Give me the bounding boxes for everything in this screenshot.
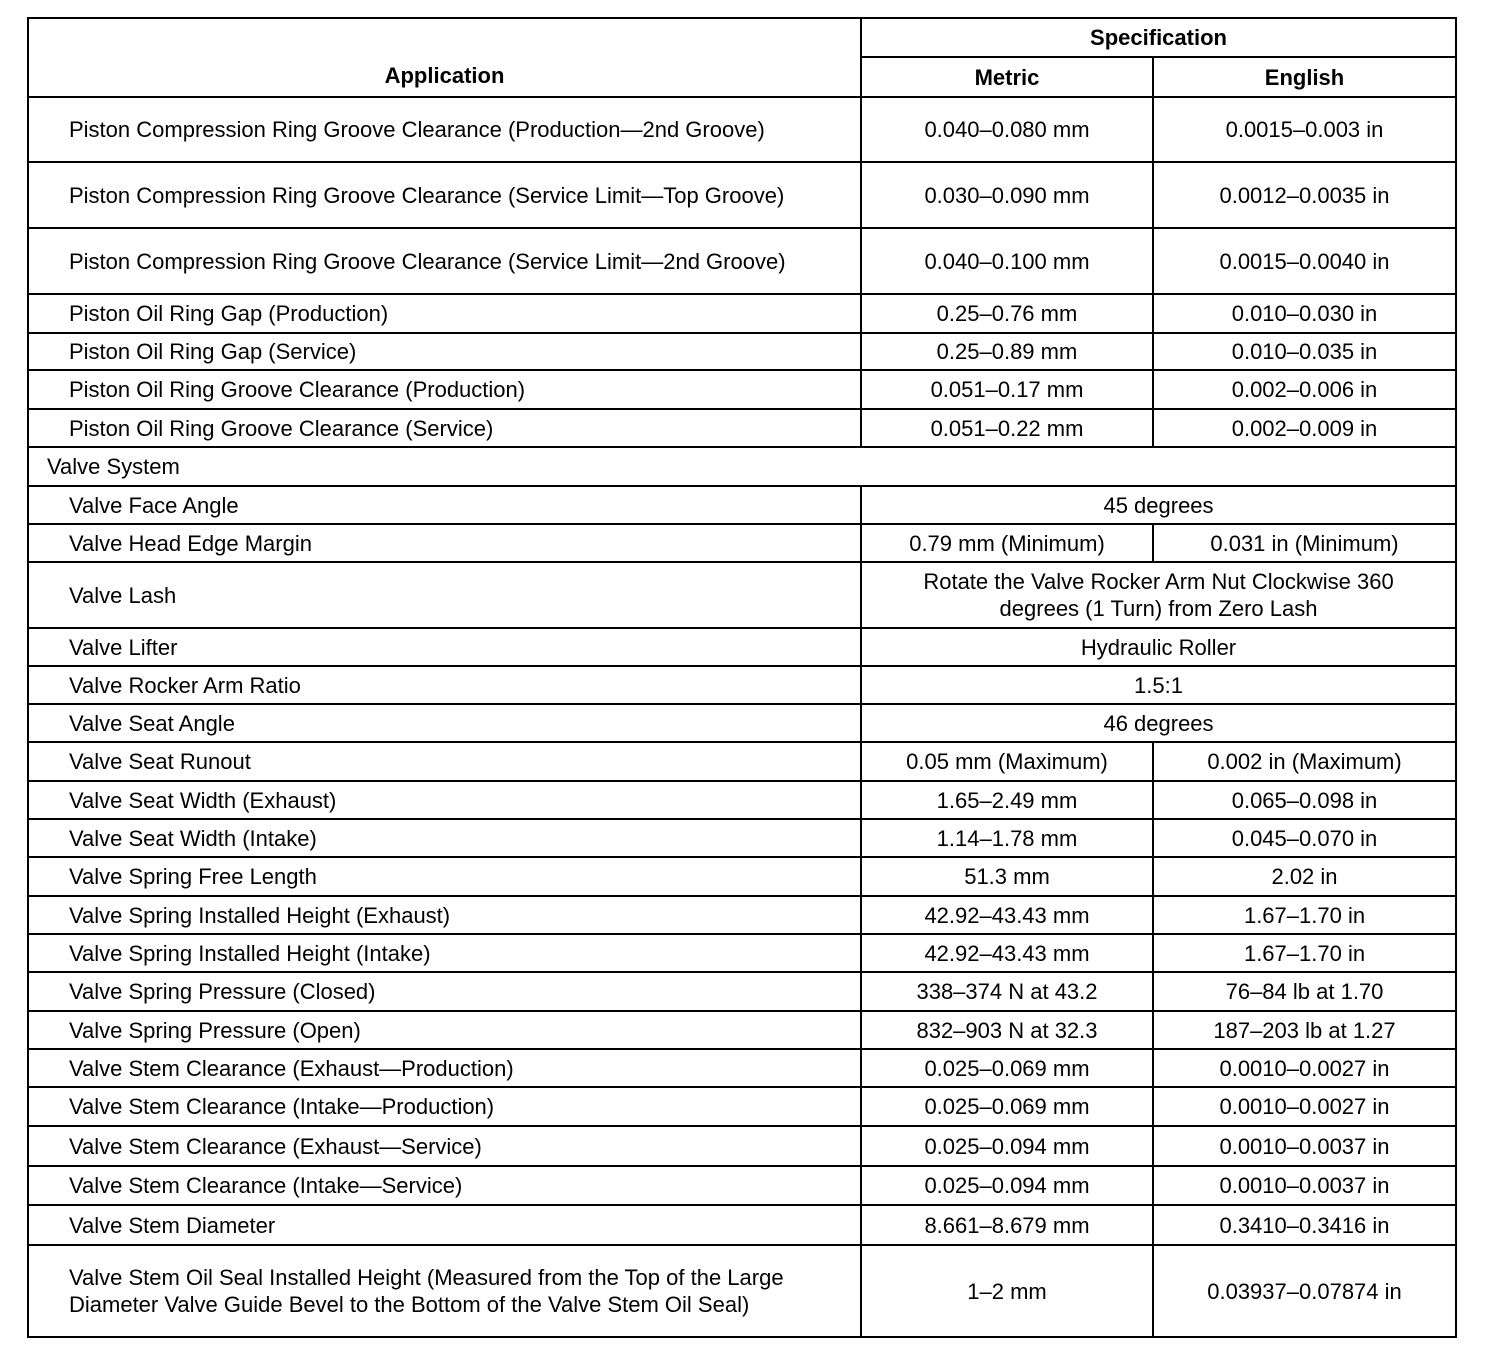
table-row: [28, 666, 1456, 704]
specification-header: Specification: [861, 18, 1456, 57]
metric-cell: 0.25–0.76 mm: [861, 294, 1153, 333]
application-cell: Valve Lifter: [28, 628, 861, 666]
english-cell: 1.67–1.70 in: [1153, 896, 1456, 934]
spec-cell: 45 degrees: [861, 486, 1456, 524]
table-row: [28, 562, 1456, 628]
metric-cell: 8.661–8.679 mm: [861, 1205, 1153, 1245]
metric-cell: 0.040–0.080 mm: [861, 97, 1153, 162]
table-row: [28, 896, 1456, 934]
table-row: [28, 1049, 1456, 1087]
application-cell: Valve Face Angle: [28, 486, 861, 524]
table-row: [28, 1205, 1456, 1245]
specification-table: [27, 17, 1457, 1338]
table-row: [28, 972, 1456, 1011]
table-row: [28, 819, 1456, 857]
spec-cell: Rotate the Valve Rocker Arm Nut Clockwise 360 degrees (1 Turn) from Zero Lash: [861, 562, 1456, 628]
application-cell: Valve Spring Pressure (Open): [28, 1011, 861, 1049]
english-cell: 0.0010–0.0027 in: [1153, 1087, 1456, 1126]
english-cell: 76–84 lb at 1.70: [1153, 972, 1456, 1011]
application-cell: Valve Stem Clearance (Intake—Production): [28, 1087, 861, 1126]
english-cell: 0.3410–0.3416 in: [1153, 1205, 1456, 1245]
english-cell: 0.002–0.009 in: [1153, 409, 1456, 447]
english-cell: 0.0012–0.0035 in: [1153, 162, 1456, 228]
metric-header: Metric: [861, 57, 1153, 97]
table-row: [28, 409, 1456, 447]
metric-cell: 0.025–0.094 mm: [861, 1126, 1153, 1166]
section-title: Valve System: [28, 447, 1456, 486]
application-cell: Piston Oil Ring Gap (Production): [28, 294, 861, 333]
table-row: [28, 1087, 1456, 1126]
application-cell: Valve Seat Width (Intake): [28, 819, 861, 857]
metric-cell: 0.79 mm (Minimum): [861, 524, 1153, 562]
application-cell: Piston Oil Ring Groove Clearance (Service): [28, 409, 861, 447]
table-row: [28, 934, 1456, 972]
english-cell: 0.045–0.070 in: [1153, 819, 1456, 857]
english-cell: 0.031 in (Minimum): [1153, 524, 1456, 562]
metric-cell: 0.25–0.89 mm: [861, 333, 1153, 370]
application-cell: Valve Stem Clearance (Exhaust—Service): [28, 1126, 861, 1166]
table-row: [28, 486, 1456, 524]
application-cell: Piston Oil Ring Gap (Service): [28, 333, 861, 370]
english-cell: 0.002–0.006 in: [1153, 370, 1456, 409]
application-cell: Valve Rocker Arm Ratio: [28, 666, 861, 704]
metric-cell: 0.025–0.069 mm: [861, 1049, 1153, 1087]
metric-cell: 1.65–2.49 mm: [861, 781, 1153, 819]
application-cell: Valve Stem Diameter: [28, 1205, 861, 1245]
application-cell: Valve Spring Free Length: [28, 857, 861, 896]
metric-cell: 0.051–0.22 mm: [861, 409, 1153, 447]
table-row: [28, 294, 1456, 333]
application-cell: Piston Compression Ring Groove Clearance (Service Limit—2nd Groove): [28, 228, 861, 294]
spec-cell: 1.5:1: [861, 666, 1456, 704]
metric-cell: 42.92–43.43 mm: [861, 934, 1153, 972]
application-cell: Valve Spring Installed Height (Intake): [28, 934, 861, 972]
table-row: [28, 1245, 1456, 1337]
table-row: [28, 97, 1456, 162]
english-cell: 0.010–0.035 in: [1153, 333, 1456, 370]
table-row: [28, 781, 1456, 819]
application-cell: Valve Seat Width (Exhaust): [28, 781, 861, 819]
metric-cell: 51.3 mm: [861, 857, 1153, 896]
table-row: [28, 628, 1456, 666]
english-cell: 0.010–0.030 in: [1153, 294, 1456, 333]
english-cell: 1.67–1.70 in: [1153, 934, 1456, 972]
metric-cell: 0.040–0.100 mm: [861, 228, 1153, 294]
english-cell: 2.02 in: [1153, 857, 1456, 896]
metric-cell: 338–374 N at 43.2: [861, 972, 1153, 1011]
spec-cell: Hydraulic Roller: [861, 628, 1456, 666]
table-row: [28, 704, 1456, 742]
metric-cell: 0.025–0.069 mm: [861, 1087, 1153, 1126]
table-row: [28, 333, 1456, 370]
english-cell: 0.0010–0.0027 in: [1153, 1049, 1456, 1087]
english-cell: 0.0010–0.0037 in: [1153, 1126, 1456, 1166]
english-cell: 187–203 lb at 1.27: [1153, 1011, 1456, 1049]
application-cell: Valve Head Edge Margin: [28, 524, 861, 562]
application-cell: Valve Seat Runout: [28, 742, 861, 781]
application-cell: Valve Lash: [28, 562, 861, 628]
table-row: [28, 1166, 1456, 1205]
application-cell: Valve Spring Installed Height (Exhaust): [28, 896, 861, 934]
metric-cell: 832–903 N at 32.3: [861, 1011, 1153, 1049]
application-cell: Valve Spring Pressure (Closed): [28, 972, 861, 1011]
application-cell: Valve Stem Clearance (Exhaust—Production): [28, 1049, 861, 1087]
metric-cell: 0.025–0.094 mm: [861, 1166, 1153, 1205]
metric-cell: 0.051–0.17 mm: [861, 370, 1153, 409]
application-cell: Valve Stem Oil Seal Installed Height (Measured from the Top of the Large Diameter Valve Guide Bevel to the Bottom of the Valve Stem Oil Seal): [28, 1245, 861, 1337]
table-row: [28, 162, 1456, 228]
english-cell: 0.065–0.098 in: [1153, 781, 1456, 819]
application-cell: Piston Compression Ring Groove Clearance (Service Limit—Top Groove): [28, 162, 861, 228]
table-row: [28, 524, 1456, 562]
english-cell: 0.002 in (Maximum): [1153, 742, 1456, 781]
application-cell: Piston Oil Ring Groove Clearance (Production): [28, 370, 861, 409]
table-row: [28, 857, 1456, 896]
application-cell: Valve Seat Angle: [28, 704, 861, 742]
english-cell: 0.0015–0.0040 in: [1153, 228, 1456, 294]
english-cell: 0.0010–0.0037 in: [1153, 1166, 1456, 1205]
application-cell: Valve Stem Clearance (Intake—Service): [28, 1166, 861, 1205]
metric-cell: 0.05 mm (Maximum): [861, 742, 1153, 781]
english-cell: 0.03937–0.07874 in: [1153, 1245, 1456, 1337]
metric-cell: 0.030–0.090 mm: [861, 162, 1153, 228]
english-cell: 0.0015–0.003 in: [1153, 97, 1456, 162]
table-row: [28, 742, 1456, 781]
application-cell: Piston Compression Ring Groove Clearance (Production—2nd Groove): [28, 97, 861, 162]
metric-cell: 1–2 mm: [861, 1245, 1153, 1337]
section-row: [28, 447, 1456, 486]
metric-cell: 42.92–43.43 mm: [861, 896, 1153, 934]
table-row: [28, 370, 1456, 409]
table-row: [28, 1126, 1456, 1166]
metric-cell: 1.14–1.78 mm: [861, 819, 1153, 857]
table-row: [28, 228, 1456, 294]
table-row: [28, 1011, 1456, 1049]
application-header: Application: [28, 18, 861, 97]
spec-cell: 46 degrees: [861, 704, 1456, 742]
english-header: English: [1153, 57, 1456, 97]
